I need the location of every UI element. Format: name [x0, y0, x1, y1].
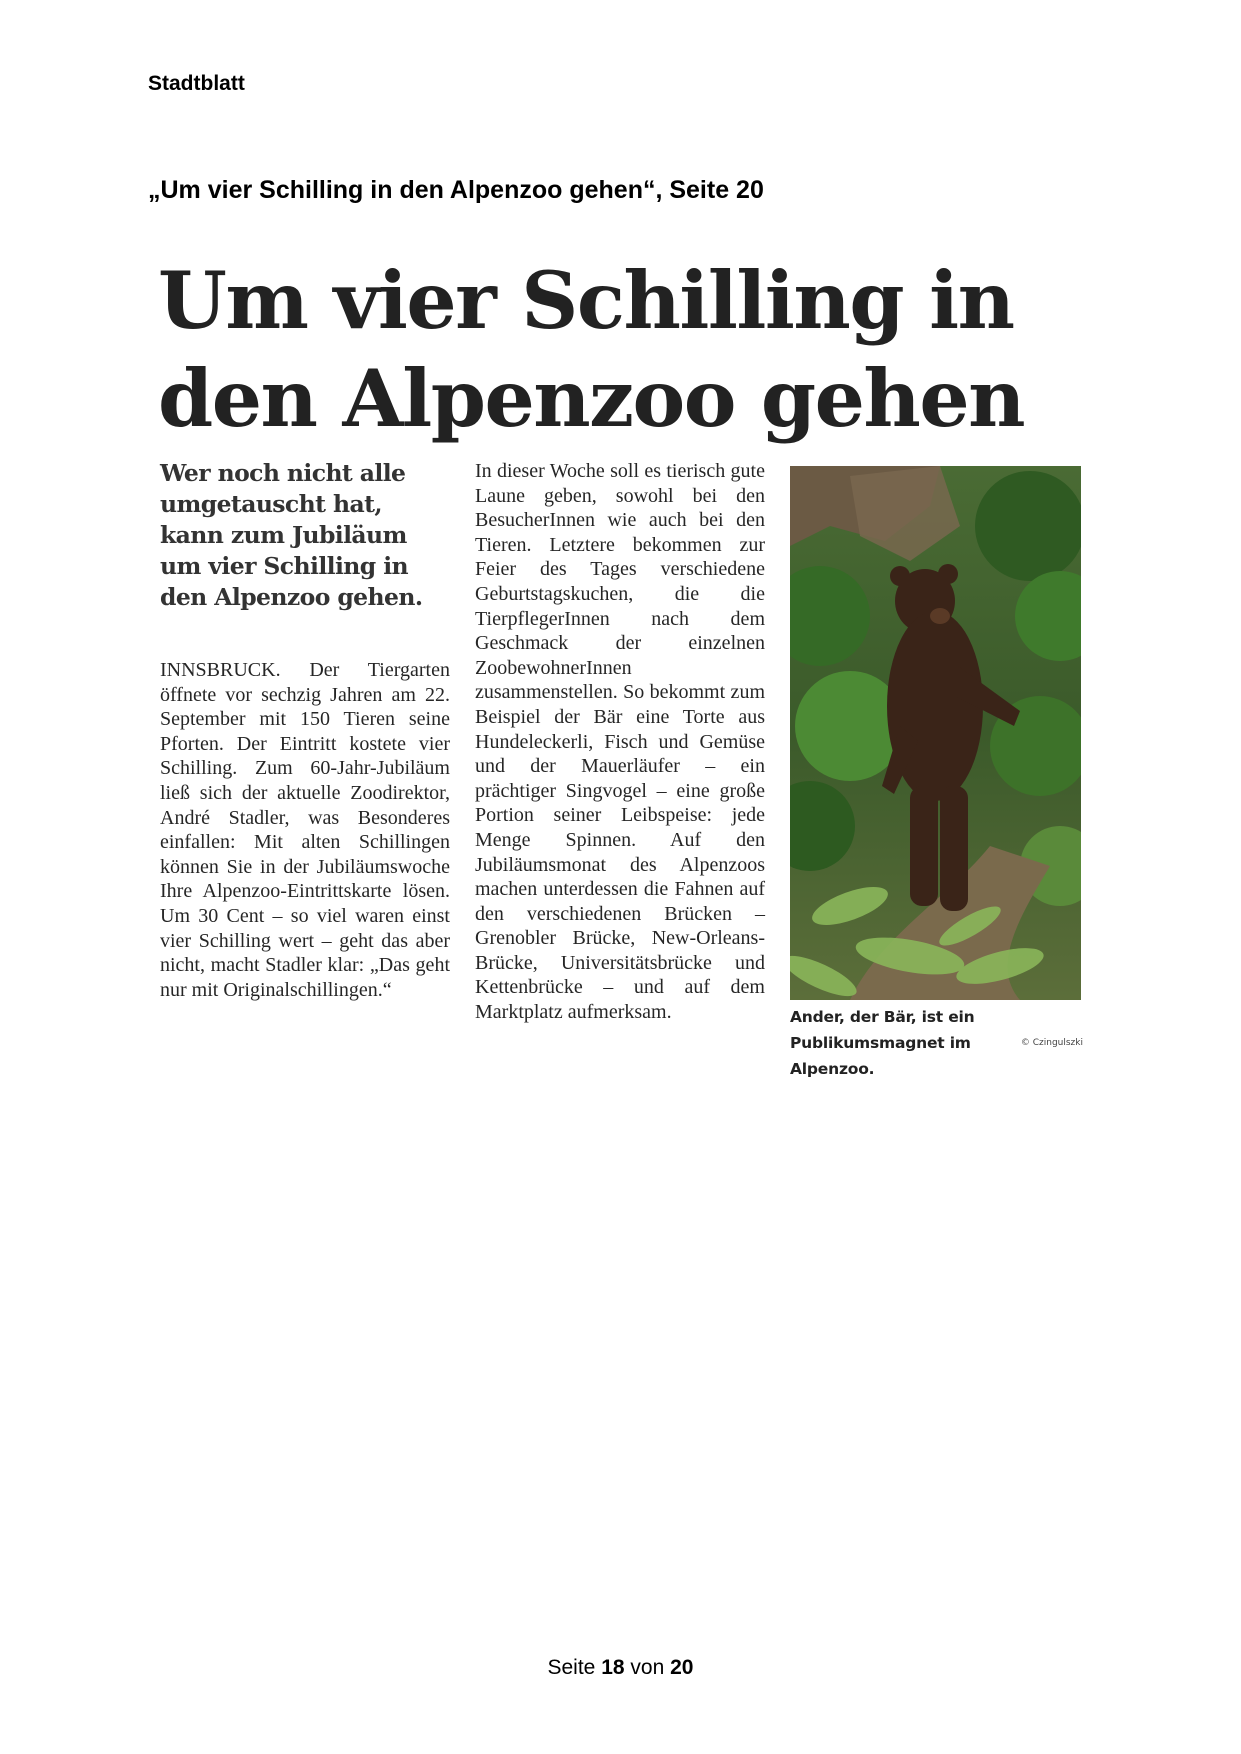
publication-name: Stadtblatt — [148, 72, 245, 95]
article-lead: Wer noch nicht alle umgetauscht hat, kann zum Jubiläum um vier Schilling in den Alpenzoo gehen. — [160, 459, 423, 611]
bear-photo — [790, 466, 1081, 1000]
article-column-1: INNSBRUCK. Der Tiergarten öffnete vor sechzig Jahren am 22. September mit 150 Tieren seine Pforten. Der Eintritt kostete vier Schilling. Zum 60-Jahr-Jubiläum ließ sich der aktuelle Zoodirektor, André Stadler, was Besonderes einfallen: Mit alten Schillingen können Sie in der Jubiläumswoche Ihre Alpenzoo-Eintrittskarte lösen. Um 30 Cent – so viel waren einst vier Schilling wert – geht das aber nicht, macht Stadler klar: „Das geht nur mit Originalschillingen.“ — [160, 659, 450, 1001]
bear-photo-illustration — [790, 466, 1081, 1000]
footer-prefix: Seite — [547, 1656, 596, 1679]
article-column-2: In dieser Woche soll es tierisch gute Laune geben, sowohl bei den BesucherInnen wie auch bei den Tieren. Letztere bekommen zur Feier des Tages verschiedene Geburtstagskuchen, die die TierpflegerInnen nach dem Geschmack der einzelnen ZoobewohnerInnen zusammenstellen. So bekommt zum Beispiel der Bär eine Torte aus Hundeleckerli, Fisch und Gemüse und der Mauerläufer – ein prächtiger Singvogel – eine große Portion seiner Leibspeise: jede Menge Spinnen. Auf den Jubiläumsmonat des Alpenzoos machen unterdessen die Fahnen auf den verschiedenen Brücken – Grenobler Brücke, New-Orleans-Brücke, Universitätsbrücke und Kettenbrücke – und auf dem Marktplatz aufmerksam. — [475, 460, 765, 1024]
article-headline: Um vier Schilling in den Alpenzoo gehen — [158, 254, 1025, 445]
footer-total-pages: 20 — [670, 1656, 694, 1679]
photo-caption: Ander, der Bär, ist ein Publikumsmagnet im Alpenzoo. — [790, 1008, 975, 1078]
footer-separator: von — [630, 1656, 665, 1679]
footer-current-page: 18 — [601, 1656, 625, 1679]
photo-credit: © Czingulszki — [1020, 1038, 1083, 1048]
article-reference: „Um vier Schilling in den Alpenzoo gehen“, Seite 20 — [148, 176, 764, 204]
page-footer — [0, 1656, 1241, 1680]
